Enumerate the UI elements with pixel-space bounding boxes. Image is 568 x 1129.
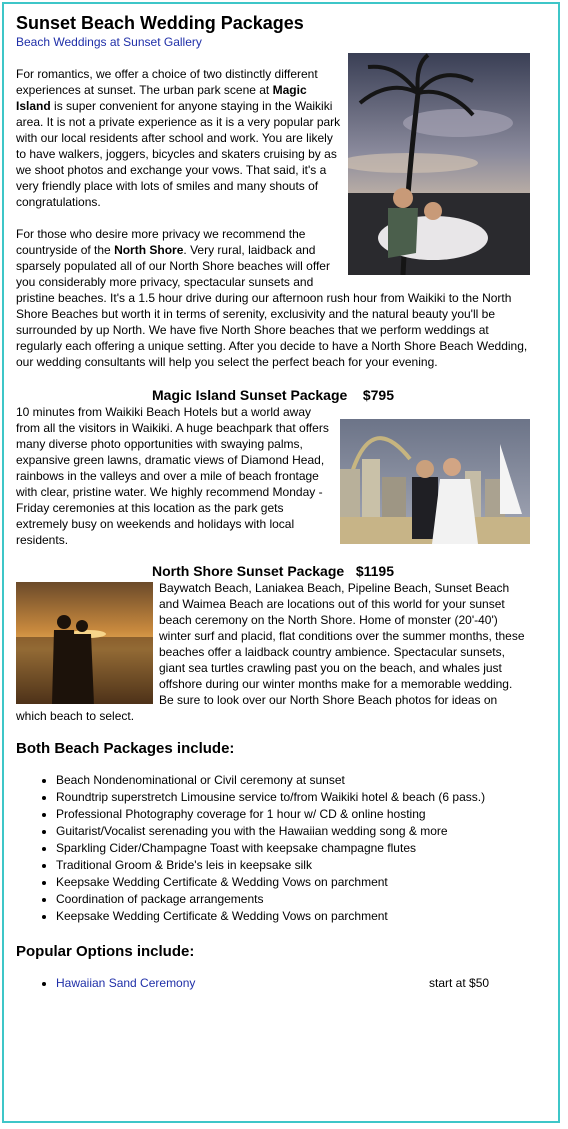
sunset-couple-palm-photo	[348, 53, 530, 275]
magic-island-description: 10 minutes from Waikiki Beach Hotels but a world away from all the visitors in Waikiki. A huge beachpark that offers many diverse photo opportunities with swaying palms, expansive green lawns, dramatic views of Diamond Head, rainbows in the valleys and over a mile of beach frontage with clear, pristine water. We highly recommend Monday - Friday ceremonies at this location as the park gets extremely busy on weekends and holidays with local residents.	[16, 405, 329, 547]
list-item: • Guitarist/Vocalist serenading you with the Hawaiian wedding song & more	[56, 823, 530, 840]
intro-text: For romantics, we offer a choice of two distinctly different experiences at sunset. The urban park scene at	[16, 67, 318, 97]
list-item: • Keepsake Wedding Certificate & Wedding Vows on parchment	[56, 908, 530, 925]
magic-island-emphasis: Magic Island	[16, 83, 307, 113]
list-item: • Coordination of package arrangements	[56, 891, 530, 908]
list-item	[56, 975, 530, 992]
list-item: • Traditional Groom & Bride's leis in keepsake silk	[56, 857, 530, 874]
list-item: • Beach Nondenominational or Civil ceremony at sunset	[56, 772, 530, 789]
options-list	[16, 975, 530, 992]
intro-text: is super convenient for anyone staying in the Waikiki area. It is not a private experience as it is a very popular park with our local residents after school and work. You are likely to have walkers, joggers, bicycles and skaters cruising by as we shoot photos and exchange your vows. That said, it's a very friendly place with lots of smiles and many shouts of congratulations.	[16, 99, 341, 209]
north-shore-description: Baywatch Beach, Laniakea Beach, Pipeline Beach, Sunset Beach and Waimea Beach are locations out of this world for your sunset beach ceremony on the North Shore. Home of monster (20'-40') winter surf and placid, flat conditions over the summer months, these beaches offer a laidback country ambience. Spectacular sunsets, giant sea turtles crawling past you on the beach, and whales just offshore during our winter months make for a memorable wedding. Be sure to look over our North Shore Beach photos for ideas on which beach to select.	[16, 581, 525, 723]
page-content	[16, 12, 530, 992]
list-item: • Keepsake Wedding Certificate & Wedding Vows on parchment	[56, 874, 530, 891]
rainbow-couple-photo	[340, 419, 530, 544]
list-item: • Roundtrip superstretch Limousine service to/from Waikiki hotel & beach (6 pass.)	[56, 789, 530, 806]
list-item: • Professional Photography coverage for 1 hour w/ CD & online hosting	[56, 806, 530, 823]
north-shore-heading: North Shore Sunset Package $1195	[152, 563, 394, 579]
page-subtitle[interactable]: Beach Weddings at Sunset Gallery	[16, 35, 202, 49]
includes-list	[16, 772, 530, 925]
page-title: Sunset Beach Wedding Packages	[16, 13, 304, 33]
magic-island-heading: Magic Island Sunset Package $795	[152, 387, 394, 403]
north-shore-emphasis: North Shore	[114, 243, 184, 257]
option-price: start at $50	[429, 976, 490, 990]
hawaiian-sand-ceremony-link[interactable]: Hawaiian Sand Ceremony	[56, 976, 196, 990]
north-shore-sunset-photo	[16, 582, 153, 704]
includes-heading: Both Beach Packages include:	[16, 740, 235, 757]
options-heading: Popular Options include:	[16, 943, 195, 960]
intro-text: . Very rural, laidback and sparsely populated all of our North Shore beaches will offer you considerably more privacy, spectacular sunsets and pristine beaches. It's a 1.5 hour drive during our afternoon rush hour from Waikiki to the North Shore Beaches but worth it in terms of serenity, exclusivity and the natural beauty you'll be surrounded by up North. We have five North Shore beaches that we perform weddings at regularly each offering a unique setting. After you decide to have a North Shore Beach Wedding, our wedding consultants will help you select the perfect beach for your evening.	[16, 243, 528, 369]
list-item: • Sparkling Cider/Champagne Toast with keepsake champagne flutes	[56, 840, 530, 857]
intro-text: For those who desire more privacy we recommend the countryside of the	[16, 227, 306, 257]
